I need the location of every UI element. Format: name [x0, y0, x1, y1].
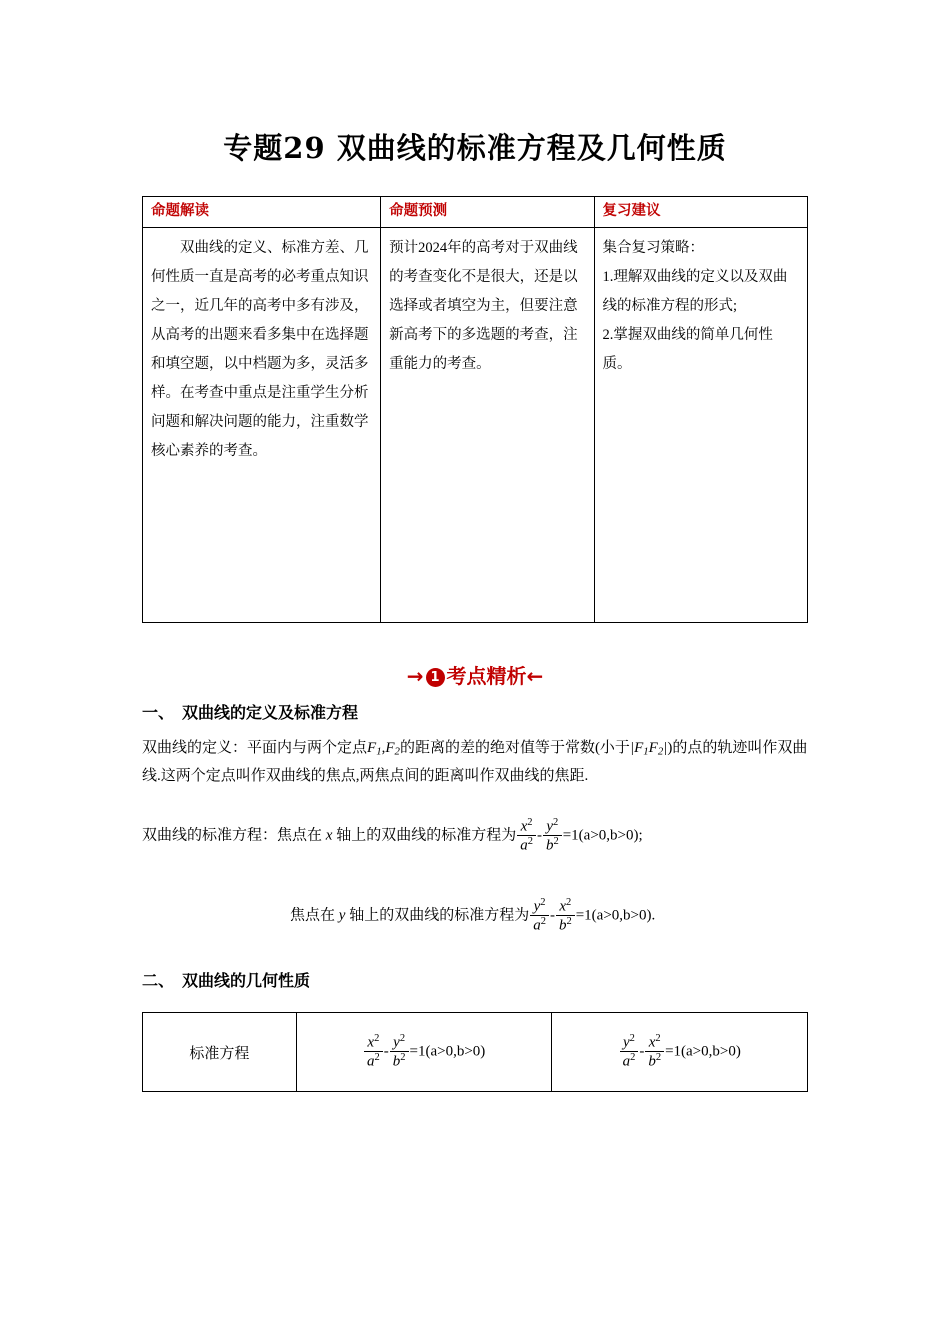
definition-paragraph: 双曲线的定义：平面内与两个定点$F_1,F_2$的距离的差的绝对值等于常数(小于$|F_1F_2|$)的点的轨迹叫作双曲线.这两个定点叫作双曲线的焦点,两焦点间的距离叫作双曲线的焦距.	[142, 740, 808, 784]
heading-section-2	[142, 968, 310, 991]
definition-text-2: 的距离的差的绝对值等于常数(小于	[399, 740, 630, 756]
standard-eq-text-4: 轴上的双曲线的标准方程为	[349, 907, 530, 924]
overview-table	[142, 196, 808, 623]
definition-label: 双曲线的定义：	[142, 740, 248, 756]
heading-section-1	[142, 700, 358, 723]
advice-line-3: 2.掌握双曲线的简单几何性质。	[602, 327, 773, 372]
fraction-x2-over-b2: $\frac{x^2}{b^2}$	[556, 897, 575, 934]
page-title: 专题29 双曲线的标准方程及几何性质	[223, 131, 727, 165]
cell-text-1: 双曲线的定义、标准方差、几何性质一直是高考的必考重点知识之一，近几年的高考中多有涉及，从高考的出题来看多集中在选择题和填空题，以中档题为多，灵活多样。在考查中重点是注重学生分析问题和解决问题的能力，注重数学核心素养的考查。	[151, 240, 369, 459]
definition-text-3: )的点的轨迹叫作双曲线.这两个定点叫作双曲线的焦点,两焦点间的距离叫作双曲线的焦距.	[142, 740, 808, 784]
standard-eq-label: 双曲线的标准方程：	[142, 827, 278, 844]
symbol-x: x	[325, 827, 333, 844]
fraction-x2-over-b2-cell: $\frac{x^2}{b^2}$	[645, 1033, 664, 1070]
properties-eq-cell-2: $\frac{y^2}{a^2}$ - $\frac{x^2}{b^2}$ =1(a>0,b>0)	[552, 1013, 808, 1092]
arrow-left-icon: ←	[526, 664, 544, 688]
definition-text-1: 平面内与两个定点	[247, 740, 368, 756]
standard-eq-paragraph-x: 双曲线的标准方程：焦点在 x 轴上的双曲线的标准方程为 $\frac{x^2}{a^2}$ - $\frac{y^2}{b^2}$ =1(a>0,b>0);	[142, 817, 643, 853]
fraction-x2-over-a2-cell: $\frac{x^2}{a^2}$	[364, 1033, 383, 1070]
advice-line-2: 1.理解双曲线的定义以及双曲线的标准方程的形式;	[602, 269, 788, 314]
symbol-F2: $F_2$	[385, 740, 400, 758]
table-body-row	[143, 228, 808, 623]
properties-eq-cell-1: $\frac{x^2}{a^2}$ - $\frac{y^2}{b^2}$ =1(a>0,b>0)	[296, 1013, 552, 1092]
table-header-cell-1: 命题解读	[143, 197, 381, 228]
table-header-cell-3: 复习建议	[594, 197, 807, 228]
table-cell-advice	[594, 228, 807, 623]
table-header-cell-2: 命题预测	[381, 197, 594, 228]
standard-eq-tail-1: =1(a>0,b>0);	[562, 827, 643, 844]
fraction-y2-over-a2: $\frac{y^2}{a^2}$	[530, 897, 549, 934]
heading-2-title: 双曲线的几何性质	[182, 971, 311, 990]
standard-eq-text-3: 焦点在	[290, 907, 336, 924]
properties-row-label: 标准方程	[143, 1013, 297, 1092]
standard-eq-paragraph-y: 焦点在 y 轴上的双曲线的标准方程为 $\frac{y^2}{a^2}$ - $\frac{x^2}{b^2}$ =1(a>0,b>0).	[290, 897, 656, 933]
properties-eq-tail-1: =1(a>0,b>0)	[409, 1043, 486, 1060]
properties-eq-tail-2: =1(a>0,b>0)	[665, 1043, 741, 1060]
advice-line-1: 集合复习策略：	[602, 240, 705, 256]
arrow-right-icon: →	[406, 664, 424, 688]
banner-label: 考点精析	[446, 664, 527, 688]
fraction-x2-over-a2: $\frac{x^2}{a^2}$	[517, 817, 536, 854]
banner-number-badge: 1	[426, 668, 445, 687]
symbol-F1: $F_1$	[367, 740, 382, 758]
heading-1-title: 双曲线的定义及标准方程	[182, 703, 359, 722]
standard-eq-text-2: 轴上的双曲线的标准方程为	[336, 827, 517, 844]
section-banner	[0, 660, 950, 689]
symbol-F1F2-abs: $|F_1F_2|$	[629, 740, 668, 758]
standard-eq-tail-2: =1(a>0,b>0).	[575, 907, 656, 924]
heading-2-number: 二、	[142, 971, 175, 990]
fraction-y2-over-b2: $\frac{y^2}{b^2}$	[543, 817, 562, 854]
cell-text-2: 预计2024年的高考对于双曲线的考查变化不是很大，还是以选择或者填空为主，但要注意新高考下的多选题的考查，注重能力的考查。	[389, 240, 578, 372]
fraction-y2-over-b2-cell: $\frac{y^2}{b^2}$	[390, 1033, 409, 1070]
table-header-row	[143, 197, 808, 228]
table-cell-interpretation	[143, 228, 381, 623]
table-cell-prediction	[381, 228, 594, 623]
symbol-y: y	[338, 907, 346, 924]
properties-table	[142, 1012, 808, 1092]
properties-row-standard-eq	[143, 1013, 808, 1092]
fraction-y2-over-a2-cell: $\frac{y^2}{a^2}$	[620, 1033, 639, 1070]
heading-1-number: 一、	[142, 703, 175, 722]
standard-eq-text-1: 焦点在	[277, 827, 323, 844]
